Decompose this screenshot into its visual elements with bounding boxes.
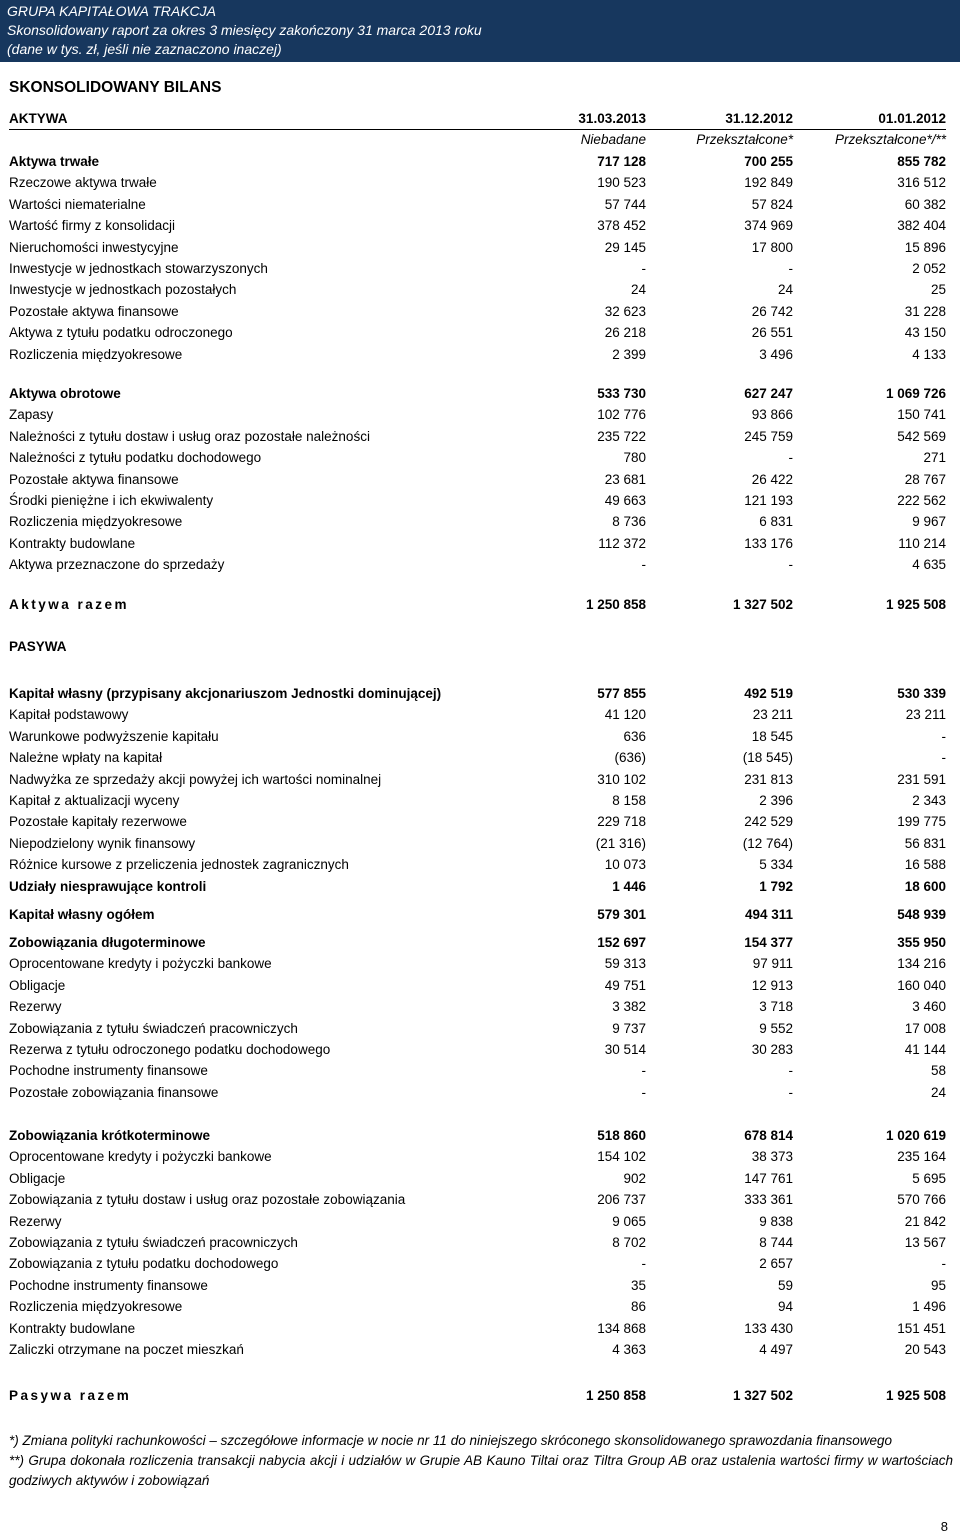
header-divider — [9, 129, 946, 130]
row-label: Pasywa razem — [9, 1388, 132, 1403]
aktywa-header-row — [9, 108, 946, 129]
table-row — [9, 1339, 946, 1360]
value-col-2: 4 497 — [759, 1341, 793, 1357]
row-label: Należne wpłaty na kapitał — [9, 750, 163, 766]
value-col-3: 1 020 619 — [885, 1128, 946, 1143]
units-note: (dane w tys. zł, jeśli nie zaznaczono inaczej) — [7, 41, 282, 57]
value-col-3: 548 939 — [897, 907, 946, 922]
value-col-1: 35 — [630, 1277, 646, 1293]
value-col-1: 9 737 — [612, 1020, 646, 1036]
value-col-3: 1 496 — [912, 1299, 946, 1315]
table-row — [9, 1296, 946, 1317]
row-label: Pozostałe zobowiązania finansowe — [9, 1084, 219, 1100]
table-row — [9, 344, 946, 365]
value-col-1: 26 218 — [604, 325, 646, 341]
value-col-3: 4 635 — [912, 557, 946, 573]
table-row — [9, 215, 946, 236]
value-col-1: 310 102 — [597, 771, 646, 787]
value-col-1: 1 250 858 — [585, 597, 646, 612]
value-col-3: 13 567 — [904, 1234, 946, 1250]
row-label: Rozliczenia międzyokresowe — [9, 346, 183, 362]
value-col-1: 134 868 — [597, 1320, 646, 1336]
row-label: Inwestycje w jednostkach stowarzyszonych — [9, 260, 268, 276]
table-row — [9, 172, 946, 193]
section-kapital — [9, 683, 946, 897]
value-col-3: 151 451 — [897, 1320, 946, 1336]
table-row — [9, 279, 946, 300]
value-col-2: 12 913 — [751, 977, 793, 993]
row-label: Kontrakty budowlane — [9, 535, 136, 551]
table-row — [9, 1232, 946, 1253]
row-label: Należności z tytułu dostaw i usług oraz pozostałe należności — [9, 428, 370, 444]
table-row — [9, 533, 946, 554]
value-col-1: 577 855 — [597, 686, 646, 701]
value-col-2: 154 377 — [744, 935, 793, 950]
value-col-3: 530 339 — [897, 686, 946, 701]
section-total-row — [9, 1125, 946, 1146]
value-col-3: 43 150 — [904, 325, 946, 341]
value-col-1: 23 681 — [604, 471, 646, 487]
row-label: Inwestycje w jednostkach pozostałych — [9, 282, 237, 298]
value-col-2: 2 396 — [759, 792, 793, 808]
value-col-1: (636) — [614, 750, 646, 766]
value-col-1: - — [641, 1256, 646, 1272]
value-col-1: 902 — [623, 1170, 646, 1186]
value-col-1: 780 — [623, 450, 646, 466]
row-label: Oprocentowane kredyty i pożyczki bankowe — [9, 1149, 272, 1165]
value-col-2: 26 422 — [751, 471, 793, 487]
row-label: Aktywa trwałe — [9, 154, 100, 169]
value-col-1: - — [641, 557, 646, 573]
value-col-3: 1 925 508 — [885, 597, 946, 612]
value-col-2: 192 849 — [744, 175, 793, 191]
value-col-1: 41 120 — [604, 707, 646, 723]
value-col-2: 38 373 — [751, 1149, 793, 1165]
footnotes — [9, 1431, 953, 1491]
value-col-1: 59 313 — [604, 956, 646, 972]
company-name: GRUPA KAPITAŁOWA TRAKCJA — [7, 3, 217, 19]
value-col-3: 542 569 — [897, 428, 946, 444]
row-label: Wartości niematerialne — [9, 196, 146, 212]
value-col-2: 133 430 — [744, 1320, 793, 1336]
section-aktywa-obrotowe — [9, 383, 946, 576]
row-label: Zobowiązania z tytułu świadczeń pracowniczych — [9, 1234, 298, 1250]
value-col-3: - — [941, 750, 946, 766]
value-col-1: 49 751 — [604, 977, 646, 993]
row-label: Rozliczenia międzyokresowe — [9, 514, 183, 530]
table-row — [9, 469, 946, 490]
column-sub-3: Przekształcone*/** — [834, 132, 946, 148]
table-row — [9, 1189, 946, 1210]
value-col-3: 20 543 — [904, 1341, 946, 1357]
value-col-3: 355 950 — [897, 935, 946, 950]
value-col-1: 154 102 — [597, 1149, 646, 1165]
value-col-3: 58 — [930, 1063, 946, 1079]
value-col-3: 110 214 — [898, 535, 946, 551]
column-sub-2: Przekształcone* — [696, 132, 793, 148]
row-label: Zobowiązania krótkoterminowe — [9, 1128, 211, 1143]
row-label: Zobowiązania z tytułu dostaw i usług oraz pozostałe zobowiązania — [9, 1192, 406, 1208]
row-label: Zapasy — [9, 407, 54, 423]
row-label: Różnice kursowe z przeliczenia jednostek zagranicznych — [9, 857, 349, 873]
value-col-3: 2 052 — [912, 260, 946, 276]
value-col-1: 86 — [630, 1299, 646, 1315]
value-col-2: 1 327 502 — [732, 597, 793, 612]
value-col-1: - — [641, 1084, 646, 1100]
row-label: Pozostałe aktywa finansowe — [9, 303, 179, 319]
row-label: Zobowiązania z tytułu podatku dochodowego — [9, 1256, 279, 1272]
value-col-3: - — [941, 728, 946, 744]
value-col-2: 18 545 — [751, 728, 793, 744]
value-col-3: 56 831 — [904, 835, 946, 851]
value-col-3: 1 069 726 — [885, 386, 946, 401]
value-col-2: 8 744 — [759, 1234, 793, 1250]
value-col-3: 60 382 — [904, 196, 946, 212]
row-label: Rezerwa z tytułu odroczonego podatku dochodowego — [9, 1041, 331, 1057]
table-row — [9, 447, 946, 468]
value-col-2: 333 361 — [744, 1192, 793, 1208]
row-label: Rzeczowe aktywa trwałe — [9, 175, 157, 191]
value-col-2: 17 800 — [751, 239, 793, 255]
value-col-1: 102 776 — [597, 407, 646, 423]
value-col-3: 150 741 — [897, 407, 946, 423]
row-label: Pochodne instrumenty finansowe — [9, 1063, 208, 1079]
row-label: Aktywa razem — [9, 597, 130, 612]
row-label: Rezerwy — [9, 999, 62, 1015]
value-col-1: 579 301 — [597, 907, 646, 922]
value-col-2: 231 813 — [744, 771, 793, 787]
value-col-3: 570 766 — [897, 1192, 946, 1208]
pasywa-heading: PASYWA — [9, 639, 67, 654]
balance-sheet-table — [9, 108, 946, 151]
value-col-2: (12 764) — [742, 835, 793, 851]
table-row — [9, 1146, 946, 1167]
value-col-1: 152 697 — [597, 935, 646, 950]
value-col-2: 133 176 — [744, 535, 793, 551]
table-row — [9, 953, 946, 974]
row-label: Aktywa z tytułu podatku odroczonego — [9, 325, 233, 341]
value-col-3: 25 — [930, 282, 946, 298]
value-col-1: 1 250 858 — [585, 1388, 646, 1403]
value-col-2: - — [788, 1063, 793, 1079]
pasywa-razem-block — [9, 1385, 946, 1406]
value-col-2: 1 792 — [759, 878, 793, 894]
value-col-2: 5 334 — [759, 857, 793, 873]
page-number: 8 — [940, 1519, 948, 1534]
section-total-row — [9, 151, 946, 172]
value-col-3: 31 228 — [904, 303, 946, 319]
value-col-2: 494 311 — [744, 907, 793, 922]
value-col-3: - — [941, 1256, 946, 1272]
row-label: Rozliczenia międzyokresowe — [9, 1299, 183, 1315]
table-row — [9, 194, 946, 215]
aktywa-heading: AKTYWA — [9, 111, 68, 126]
value-col-2: 242 529 — [744, 814, 793, 830]
value-col-1: 10 073 — [604, 857, 646, 873]
value-col-1: 235 722 — [597, 428, 646, 444]
section-zobowiazania-krotkoterminowe — [9, 1125, 946, 1360]
row-label: Pozostałe aktywa finansowe — [9, 471, 179, 487]
row-label: Aktywa obrotowe — [9, 386, 121, 401]
value-col-2: (18 545) — [742, 750, 793, 766]
value-col-2: 245 759 — [744, 428, 793, 444]
table-row — [9, 790, 946, 811]
table-row — [9, 726, 946, 747]
footnote-1: *) Zmiana polityki rachunkowości – szczegółowe informacje w nocie nr 11 do niniejszego skróconego skonsolidowanego sprawozdania finansowego — [9, 1433, 892, 1448]
value-col-1: 9 065 — [612, 1213, 646, 1229]
column-date-3: 01.01.2012 — [878, 111, 946, 126]
aktywa-razem-block — [9, 594, 946, 615]
value-col-3: 382 404 — [897, 218, 946, 234]
value-col-1: 3 382 — [612, 999, 646, 1015]
table-row — [9, 1275, 946, 1296]
value-col-3: 23 211 — [905, 707, 946, 723]
value-col-1: 30 514 — [604, 1041, 646, 1057]
value-col-3: 222 562 — [897, 492, 946, 508]
table-row — [9, 833, 946, 854]
table-row — [9, 747, 946, 768]
section-total-row — [9, 932, 946, 953]
value-col-3: 160 040 — [897, 977, 946, 993]
value-col-3: 235 164 — [897, 1149, 946, 1165]
value-col-3: 17 008 — [904, 1020, 946, 1036]
value-col-2: 30 283 — [751, 1041, 793, 1057]
value-col-2: 9 552 — [759, 1020, 793, 1036]
value-col-2: 2 657 — [759, 1256, 793, 1272]
value-col-1: 57 744 — [604, 196, 646, 212]
nci-row — [9, 876, 946, 897]
row-label: Nadwyżka ze sprzedaży akcji powyżej ich wartości nominalnej — [9, 771, 382, 787]
value-col-3: 316 512 — [897, 175, 946, 191]
row-label: Wartość firmy z konsolidacji — [9, 218, 176, 234]
value-col-3: 231 591 — [897, 771, 946, 787]
value-col-2: 24 — [777, 282, 793, 298]
value-col-2: 26 742 — [751, 303, 793, 319]
kapital-ogolem-block — [9, 904, 946, 925]
value-col-2: 59 — [777, 1277, 793, 1293]
table-row — [9, 1318, 946, 1339]
value-col-1: 29 145 — [604, 239, 646, 255]
value-col-2: 121 193 — [744, 492, 793, 508]
row-label: Nieruchomości inwestycyjne — [9, 239, 179, 255]
value-col-2: 3 718 — [759, 999, 793, 1015]
table-row — [9, 854, 946, 875]
kapital-ogolem-row — [9, 904, 946, 925]
value-col-1: 190 523 — [597, 175, 646, 191]
table-row — [9, 554, 946, 575]
value-col-1: 378 452 — [597, 218, 646, 234]
table-row — [9, 426, 946, 447]
value-col-2: - — [788, 450, 793, 466]
value-col-2: 147 761 — [744, 1170, 793, 1186]
value-col-3: 24 — [930, 1084, 946, 1100]
row-label: Środki pieniężne i ich ekwiwalenty — [9, 492, 214, 508]
row-label: Obligacje — [9, 1170, 66, 1186]
row-label: Zaliczki otrzymane na poczet mieszkań — [9, 1341, 244, 1357]
value-col-2: 94 — [777, 1299, 793, 1315]
value-col-2: 1 327 502 — [732, 1388, 793, 1403]
column-subheader-row — [9, 129, 946, 150]
aktywa-razem-row — [9, 594, 946, 615]
column-date-1: 31.03.2013 — [578, 111, 646, 126]
value-col-3: 271 — [923, 450, 946, 466]
table-row — [9, 1018, 946, 1039]
row-label: Zobowiązania długoterminowe — [9, 935, 206, 950]
table-row — [9, 1168, 946, 1189]
value-col-1: 8 158 — [612, 792, 646, 808]
value-col-3: 4 133 — [912, 346, 946, 362]
row-label: Kontrakty budowlane — [9, 1320, 136, 1336]
value-col-1: 24 — [630, 282, 646, 298]
value-col-2: 3 496 — [759, 346, 793, 362]
value-col-1: 112 372 — [598, 535, 646, 551]
row-label: Aktywa przeznaczone do sprzedaży — [9, 557, 225, 573]
value-col-2: 627 247 — [744, 386, 793, 401]
row-label: Udziały niesprawujące kontroli — [9, 878, 207, 894]
value-col-2: 678 814 — [744, 1128, 793, 1143]
table-row — [9, 301, 946, 322]
value-col-2: 492 519 — [744, 686, 793, 701]
value-col-1: 206 737 — [597, 1192, 646, 1208]
table-row — [9, 769, 946, 790]
value-col-3: 15 896 — [904, 239, 946, 255]
value-col-1: 4 363 — [612, 1341, 646, 1357]
report-header — [0, 0, 960, 62]
value-col-3: 41 144 — [904, 1041, 946, 1057]
section-aktywa-trwale — [9, 151, 946, 365]
row-label: Niepodzielony wynik finansowy — [9, 835, 196, 851]
report-title: Skonsolidowany raport za okres 3 miesięcy zakończony 31 marca 2013 roku — [7, 22, 482, 38]
value-col-1: 636 — [623, 728, 646, 744]
table-row — [9, 490, 946, 511]
footnote-2: **) Grupa dokonała rozliczenia transakcji nabycia akcji i udziałów w Grupie AB Kauno Tiltai oraz Tiltra Group AB oraz ustalenia wartości firmy w wartościach godziwych aktywów i zobowiązań — [9, 1453, 953, 1488]
row-label: Oprocentowane kredyty i pożyczki bankowe — [9, 956, 272, 972]
value-col-3: 16 588 — [904, 857, 946, 873]
table-row — [9, 704, 946, 725]
value-col-1: 8 736 — [612, 514, 646, 530]
value-col-2: 700 255 — [744, 154, 793, 169]
value-col-2: - — [788, 557, 793, 573]
column-date-2: 31.12.2012 — [725, 111, 793, 126]
value-col-3: 21 842 — [904, 1213, 946, 1229]
value-col-3: 1 925 508 — [885, 1388, 946, 1403]
row-label: Zobowiązania z tytułu świadczeń pracowniczych — [9, 1020, 298, 1036]
value-col-1: - — [641, 1063, 646, 1079]
value-col-2: 6 831 — [759, 514, 793, 530]
table-row — [9, 975, 946, 996]
value-col-3: 3 460 — [912, 999, 946, 1015]
value-col-3: 9 967 — [912, 514, 946, 530]
column-sub-1: Niebadane — [580, 132, 646, 148]
value-col-1: 32 623 — [604, 303, 646, 319]
row-label: Kapitał własny (przypisany akcjonariuszom Jednostki dominującej) — [9, 686, 442, 701]
table-row — [9, 404, 946, 425]
table-row — [9, 1253, 946, 1274]
value-col-2: 374 969 — [744, 218, 793, 234]
value-col-2: 9 838 — [759, 1213, 793, 1229]
table-row — [9, 811, 946, 832]
value-col-2: 97 911 — [752, 956, 793, 972]
value-col-1: - — [641, 260, 646, 276]
value-col-3: 28 767 — [904, 471, 946, 487]
section-total-row — [9, 683, 946, 704]
value-col-1: 229 718 — [597, 814, 646, 830]
value-col-1: 2 399 — [612, 346, 646, 362]
page-title: SKONSOLIDOWANY BILANS — [9, 79, 222, 96]
value-col-3: 5 695 — [912, 1170, 946, 1186]
value-col-2: 26 551 — [751, 325, 793, 341]
row-label: Warunkowe podwyższenie kapitału — [9, 728, 219, 744]
section-zobowiazania-dlugoterminowe — [9, 932, 946, 1103]
table-row — [9, 511, 946, 532]
table-row — [9, 1060, 946, 1081]
value-col-1: 1 446 — [612, 878, 646, 894]
value-col-3: 18 600 — [904, 878, 946, 894]
value-col-1: 717 128 — [597, 154, 646, 169]
value-col-1: (21 316) — [595, 835, 646, 851]
value-col-3: 2 343 — [912, 792, 946, 808]
table-row — [9, 322, 946, 343]
value-col-3: 134 216 — [897, 956, 946, 972]
value-col-3: 199 775 — [897, 814, 946, 830]
row-label: Pochodne instrumenty finansowe — [9, 1277, 208, 1293]
row-label: Kapitał podstawowy — [9, 707, 129, 723]
value-col-2: 93 866 — [751, 407, 793, 423]
value-col-3: 855 782 — [897, 154, 946, 169]
value-col-1: 49 663 — [604, 492, 646, 508]
value-col-2: 23 211 — [752, 707, 793, 723]
table-row — [9, 237, 946, 258]
row-label: Kapitał z aktualizacji wyceny — [9, 792, 180, 808]
row-label: Rezerwy — [9, 1213, 62, 1229]
table-row — [9, 258, 946, 279]
value-col-2: - — [788, 1084, 793, 1100]
value-col-1: 533 730 — [597, 386, 646, 401]
table-row — [9, 1039, 946, 1060]
table-row — [9, 1082, 946, 1103]
row-label: Pozostałe kapitały rezerwowe — [9, 814, 187, 830]
value-col-2: - — [788, 260, 793, 276]
pasywa-heading-block — [9, 636, 946, 657]
pasywa-razem-row — [9, 1385, 946, 1406]
table-row — [9, 996, 946, 1017]
row-label: Obligacje — [9, 977, 66, 993]
row-label: Kapitał własny ogółem — [9, 907, 155, 922]
table-row — [9, 1211, 946, 1232]
section-total-row — [9, 383, 946, 404]
row-label: Należności z tytułu podatku dochodowego — [9, 450, 262, 466]
value-col-3: 95 — [930, 1277, 946, 1293]
value-col-1: 518 860 — [597, 1128, 646, 1143]
value-col-2: 57 824 — [751, 196, 793, 212]
value-col-1: 8 702 — [612, 1234, 646, 1250]
